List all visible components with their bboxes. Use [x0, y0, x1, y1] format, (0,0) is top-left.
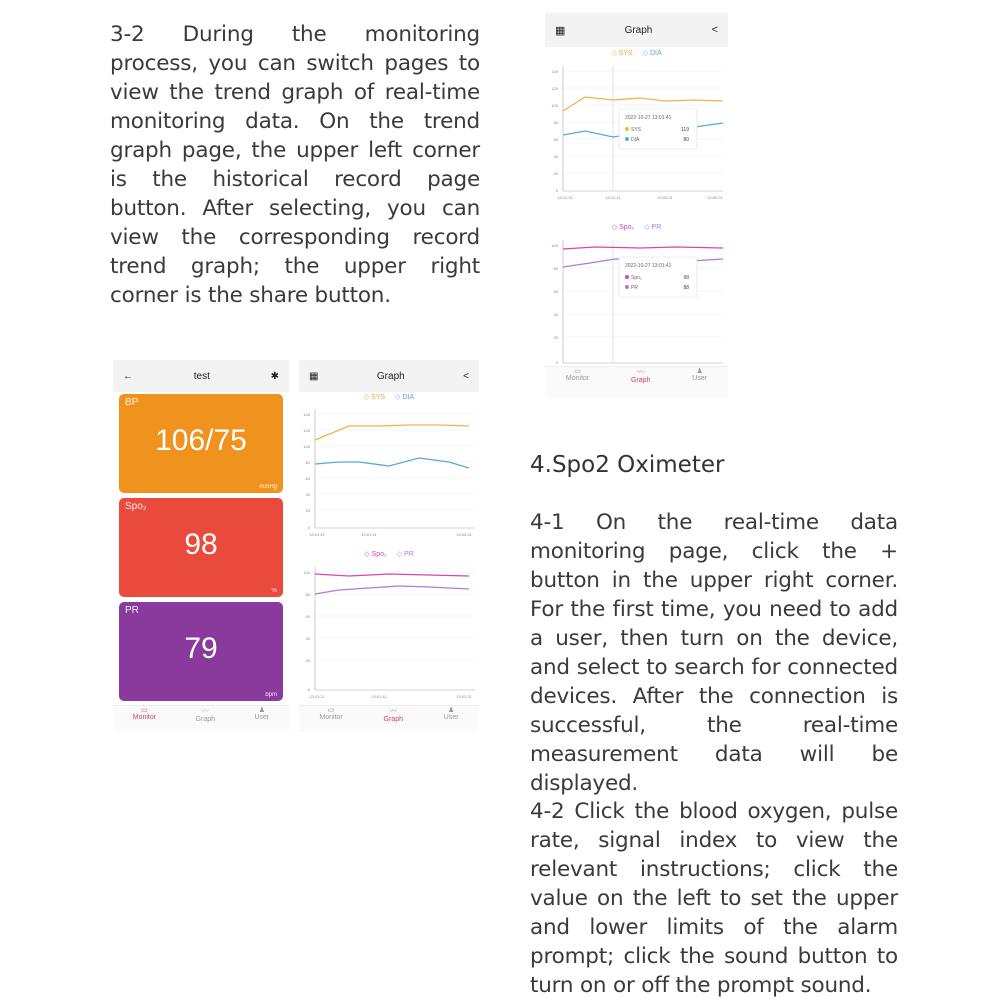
- legend-pr[interactable]: ◇ PR: [644, 224, 662, 231]
- legend-spo2-pr: [545, 223, 728, 231]
- graph-icon: 〰: [389, 708, 397, 715]
- svg-text:80: 80: [683, 137, 689, 143]
- nav-user[interactable]: [444, 706, 459, 732]
- bottom-nav: [545, 366, 728, 397]
- pr-unit: bpm: [265, 692, 277, 698]
- svg-text:60: 60: [305, 614, 310, 619]
- bluetooth-icon[interactable]: ✱: [270, 370, 279, 382]
- svg-text:SYS: SYS: [631, 127, 642, 133]
- svg-text:0: 0: [307, 525, 310, 530]
- calendar-icon[interactable]: ▦: [555, 24, 566, 37]
- user-icon: ♟: [696, 368, 703, 375]
- svg-text:60: 60: [553, 137, 558, 142]
- x-tick: 13:01:21: [309, 532, 325, 537]
- calendar-icon[interactable]: ▦: [309, 370, 319, 382]
- svg-text:60: 60: [305, 476, 310, 481]
- nav-user-label: User: [443, 714, 459, 721]
- x-tick: 13:02:21: [456, 532, 472, 537]
- spo2-card[interactable]: [119, 498, 283, 597]
- nav-graph-label: Graph: [631, 377, 651, 384]
- nav-monitor-label: Monitor: [319, 714, 343, 721]
- nav-user-label: User: [254, 714, 270, 721]
- spo2-pr-trend-chart: [545, 235, 728, 377]
- monitor-icon: ▭: [574, 368, 581, 375]
- legend-sys-dia: [299, 393, 479, 401]
- bp-unit: mmHg: [259, 484, 277, 490]
- svg-text:0: 0: [555, 360, 558, 365]
- share-icon[interactable]: <: [463, 370, 469, 382]
- back-arrow-icon[interactable]: ←: [123, 370, 133, 382]
- svg-text:2022-10-27 13:01:41: 2022-10-27 13:01:41: [625, 115, 672, 121]
- phone-graph-screenshot: [299, 360, 479, 732]
- legend-dia[interactable]: ◇ DIA: [642, 50, 662, 57]
- svg-text:2022-10-27 13:01:41: 2022-10-27 13:01:41: [625, 263, 672, 269]
- nav-graph[interactable]: [384, 706, 403, 732]
- svg-text:40: 40: [305, 636, 310, 641]
- tooltip-bp: [619, 109, 697, 149]
- nav-monitor-label: Monitor: [132, 714, 157, 721]
- svg-text:20: 20: [305, 658, 310, 663]
- bp-trend-chart: [545, 61, 728, 209]
- svg-text:100: 100: [303, 444, 310, 449]
- tooltip-spo2: [619, 257, 697, 297]
- x-tick: 13:01:41: [605, 195, 621, 200]
- nav-user[interactable]: [692, 367, 707, 397]
- svg-text:98: 98: [683, 275, 689, 281]
- svg-text:140: 140: [303, 412, 310, 417]
- section-heading-spo2: 4.Spo2 Oximeter: [530, 452, 725, 478]
- svg-text:40: 40: [553, 312, 558, 317]
- svg-text:0: 0: [307, 687, 310, 692]
- bottom-nav: [113, 705, 289, 732]
- graph-title: Graph: [624, 24, 653, 36]
- svg-text:DIA: DIA: [631, 137, 640, 143]
- svg-text:100: 100: [551, 243, 558, 248]
- svg-text:20: 20: [305, 508, 310, 513]
- nav-monitor-label: Monitor: [565, 375, 590, 382]
- legend-spo2[interactable]: ◇ Spo₂: [364, 551, 387, 558]
- bp-value[interactable]: 106/75: [155, 424, 247, 457]
- legend-pr[interactable]: ◇ PR: [396, 551, 414, 558]
- dia-line: [315, 458, 469, 468]
- nav-monitor[interactable]: [319, 706, 342, 732]
- svg-text:120: 120: [303, 428, 310, 433]
- nav-graph[interactable]: [631, 367, 650, 397]
- spo2-pr-trend-chart: [299, 562, 479, 702]
- svg-text:40: 40: [305, 492, 310, 497]
- user-icon: ♟: [448, 707, 455, 714]
- spo2-line: [315, 574, 469, 576]
- graph-header: [545, 13, 728, 47]
- svg-text:119: 119: [681, 127, 689, 133]
- monitor-header: [113, 360, 289, 392]
- share-icon[interactable]: <: [711, 24, 718, 36]
- svg-text:80: 80: [305, 460, 310, 465]
- pr-line: [315, 586, 469, 594]
- graph-icon: 〰: [201, 708, 209, 715]
- user-icon: ♟: [258, 707, 266, 714]
- svg-text:80: 80: [305, 592, 310, 597]
- spo2-line: [563, 247, 723, 249]
- paragraph-4-2: 4-2 Click the blood oxygen, pulse rate, signal index to view the relevant instructions; click the value on the left to set the upper and lower limits of the alarm prompt; click the sound button to turn on or off the prompt sound.: [530, 799, 898, 998]
- bp-card[interactable]: [119, 394, 283, 493]
- svg-text:PR: PR: [631, 285, 638, 291]
- svg-text:80: 80: [553, 266, 558, 271]
- x-tick: 13:01:41: [361, 532, 377, 537]
- monitor-icon: ▭: [327, 707, 335, 714]
- bp-trend-chart: [299, 404, 479, 544]
- legend-dia[interactable]: ◇ DIA: [395, 394, 415, 401]
- x-tick: 13:01:21: [557, 195, 573, 200]
- x-tick: 13:02:21: [707, 195, 723, 200]
- x-tick: 13:01:21: [309, 694, 325, 699]
- spo2-label: Spo₂: [125, 501, 147, 512]
- nav-user[interactable]: [254, 706, 269, 732]
- phone-graph-tooltip-screenshot: [545, 13, 728, 397]
- svg-text:0: 0: [555, 188, 558, 193]
- svg-text:40: 40: [553, 154, 558, 159]
- x-tick: 13:01:41: [371, 694, 387, 699]
- svg-text:100: 100: [551, 103, 558, 108]
- spo2-value[interactable]: 98: [184, 528, 218, 561]
- phone-monitor-screenshot: [113, 360, 289, 732]
- svg-text:140: 140: [551, 69, 558, 74]
- legend-spo2-pr: [299, 550, 479, 558]
- pr-value[interactable]: 79: [184, 632, 218, 665]
- monitor-icon: ▭: [141, 707, 148, 714]
- monitor-title: test: [193, 370, 210, 382]
- nav-graph-label: Graph: [383, 716, 403, 723]
- legend-sys[interactable]: ◇ SYS: [611, 50, 633, 57]
- paragraph-4-1: 4-1 On the real-time data monitoring page, click the + button in the upper right corner. For the first time, you need to add a user, then turn on the device, and select to search for connected devices. After the connection is successful, the real-time measurement data will be displayed.: [530, 510, 898, 796]
- bp-label: BP: [125, 397, 139, 408]
- graph-header: [299, 360, 479, 392]
- spo2-unit: %: [271, 588, 277, 594]
- svg-text:120: 120: [551, 86, 558, 91]
- sys-line: [315, 425, 469, 440]
- x-tick: 13:02:01: [657, 195, 673, 200]
- legend-sys[interactable]: ◇ SYS: [363, 394, 386, 401]
- pr-card[interactable]: [119, 602, 283, 701]
- legend-sys-dia: [545, 49, 728, 57]
- nav-graph[interactable]: [196, 706, 215, 732]
- nav-user-label: User: [692, 375, 708, 382]
- svg-text:Spo₂: Spo₂: [631, 275, 642, 281]
- graph-icon: 〰: [637, 369, 645, 376]
- nav-monitor[interactable]: [133, 706, 156, 732]
- svg-text:20: 20: [553, 335, 558, 340]
- svg-text:88: 88: [683, 285, 689, 291]
- pr-label: PR: [125, 605, 139, 616]
- nav-monitor[interactable]: [566, 367, 589, 397]
- svg-text:100: 100: [303, 570, 310, 575]
- svg-text:80: 80: [553, 120, 558, 125]
- paragraph-3-2: 3-2 During the monitoring process, you can switch pages to view the trend graph of real-time monitoring data. On the trend graph page, the upper left corner is the historical record page button. After selecting, you can view the corresponding record trend graph; the upper right corner is the share button.: [110, 22, 480, 308]
- nav-graph-label: Graph: [195, 716, 216, 723]
- graph-title: Graph: [376, 370, 405, 382]
- x-tick: 13:02:21: [456, 694, 472, 699]
- bottom-nav: [299, 705, 479, 732]
- svg-text:20: 20: [553, 171, 558, 176]
- svg-text:60: 60: [553, 289, 558, 294]
- legend-spo2[interactable]: ◇ Spo₂: [611, 224, 635, 231]
